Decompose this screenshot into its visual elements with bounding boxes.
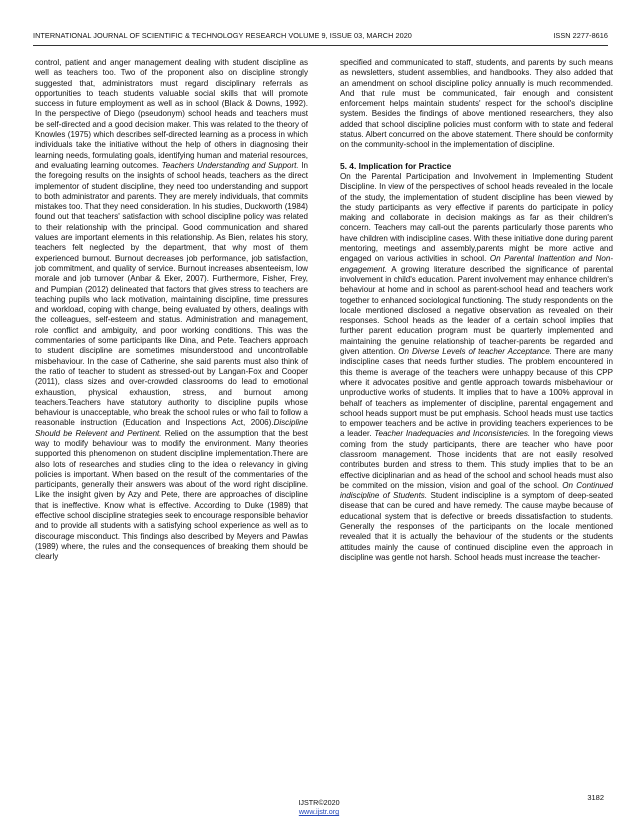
section-heading: 5. 4. Implication for Practice [340, 160, 452, 171]
left-column-text: control, patient and anger management dealing with student discipline as well as teachers too. Two of the proponent also on discipline strongly suggested that, administrators must regard disciplinary referrals as opportunities to teach students valuable social skills that will promote success in future employment as well as in school (Black & Downs, 1992). In the perspective of Diego (pseudonym) school heads and teachers must be self-directed and a good decision maker. This was related to the theory of Knowles (1975) which describes self-directed learning as a process in which individuals take the initiative without the help of others in diagnosing their learning needs, formulating goals, identifying human and material resources, and evaluating learning outcomes. Teachers Understanding and Support. In the foregoing results on the insights of school heads, teachers as the direct implementor of student discipline, they need too understanding and support to both administrator and parents. They are merely individuals, that commits mistakes too. That they need consideration. In his studies, Duckworth (1984) found out that teachers' satisfaction with school discipline policy was related to their relationship with the principal. Good communication and shared values are important elements in this relationship. As Bien, relates his story, teachers felt neglected by the department, that why most of them experienced burnout. Burnout decreases job performance, job satisfaction, job commitment, and quality of service. Burnout increases absenteeism, low morale and job turnover (Anbar & Eker, 2007). Furthermore, Fisher, Frey, and Pumpian (2012) delineated that factors that gives stress to teachers are teaching pupils who lack motivation, maintaining discipline, time pressures and workload, coping with change, being evaluated by others, dealings with the colleagues, self-esteem and status. Administration and management, role conflict and ambiguity, and poor working conditions. This was the commentaries of some participants like Dina, and Pete. Teachers approach to student discipline are sometimes misunderstood and uncontrollable misbehaviour. In the case of Catherine, she said parents must also think of the ratio of teacher to student as stressed-out by Langan-Fox and Cooper (2011), class sizes and over-crowded classrooms do lead to emotional exhaustion, physical exhaustion, stress, and burnout among teachers.Teachers have statutory authority to discipline pupils whose behaviour is unacceptable, who break the school rules or who fail to follow a reasonable instruction (Education and Inspections Act, 2006).Discipline Should be Relevent and Pertinent. Relied on the assumption that the best way to modify behaviour was to modify the environment. Many theories supported this phenomenon on student discipline implementation.There are also lots of researches and studies cling to the idea o relevancy in giving policies is important. When based on the result of the commentaries of the participants, generally their answers was about of the word right discipline. Like the insight given by Azy and Pete, there are approaches of discipline that is ineffective. Know what is effective. According to Duke (1989) that effective school discipline strategies seek to encourage responsible behavior and to provide all students with a satisfying school experience as well as to discourage misconduct. This findings also described by Meyers and Pawlas (1989) where, the rules and the consequences of breaking them should be clearly [35, 58, 308, 562]
issn: ISSN 2277-8616 [553, 31, 608, 40]
running-header [33, 31, 608, 40]
subtheme-discipline-relevant: Discipline Should be Relevent and Pertinent. [35, 418, 308, 438]
left-column [35, 58, 308, 563]
subtheme-teacher-acceptance: On Diverse Levels of teacher Acceptance. [398, 347, 552, 357]
right-paragraph-2: On the Parental Participation and Involvement in Implementing Student Discipline. In view of the perspectives of school heads revealed in the locale of the study, the implementation of student discipline has been viewed by the study participants as very effective if parents do participate in policy making and collaborate in decision makings as far as their children's concern. Teachers may call-out the parents particularly those parents who have children with indiscipline cases. With these initiative done during parent mentoring, meetings and assembly,parents might be more active and engaged on various activities in school. On Parental Inattention and Non-engagement. A growing literature described the significance of parental involvement in child's education. Parent involvement may enhance children's behaviour at home and in school as parent-school head and teachers work together to enhanced sociological functioning. The study respondents on the locale mentioned disclosed a negative observation as revealed on their responses. School heads as the leader of a certain school implies that further parent education program must be quarterly implemented and maintaining the genuine relationship of teacher-parents be regarded and given attention. On Diverse Levels of teacher Acceptance. There are many indiscipline cases that needs further studies. The problem encountered in this theme is average of the teachers were unhappy because of this CPP where it advocates positive and gentle approach towards misbehaviour or unproductive works of students. It implies that to have a 100% approval in behalf of teachers as implementer of discipline, parental engagement and school heads support must be put emphasis. School heads must use tactics to empower teachers and be active in providing teachers experiences to be a leader. Teacher Inadequacies and Inconsistencies. In the foregoing views coming from the study participants, there are teacher who have poor classroom management. Those incidents that are not easily resolved contributes burden and stress to them. This study implies that to be an effective diciplinarian and as head of the school and school heads must also be commited on the mission, vision and goal of the school. On Continued indiscipline of Students. Student indiscipline is a symptom of deep-seated disease that can be cured and have remedy. The cause maybe because of educational system that is defective or breeds dissatisfaction to students. Generally the responses of the participants on the locale mentioned revealed that it is actually the behaviour of the students or the students attitudes mainly the cause of continued discipline even the approach in discipline was gentle not harsh. School heads must increase the teacher- [340, 171, 613, 562]
footer-copyright: IJSTR©2020 [298, 798, 340, 807]
header-rule [33, 45, 608, 46]
journal-title: INTERNATIONAL JOURNAL OF SCIENTIFIC & TECHNOLOGY RESEARCH VOLUME 9, ISSUE 03, MARCH 2020 [33, 31, 412, 40]
footer [0, 798, 638, 816]
footer-website-link[interactable]: www.ijstr.org [298, 807, 340, 816]
right-column [340, 58, 613, 563]
subtheme-teachers-understanding: Teachers Understanding and Support. [161, 160, 299, 170]
page-number: 3182 [587, 793, 604, 802]
subtheme-teacher-inadequacies: Teacher Inadequacies and Inconsistencies. [374, 429, 531, 439]
right-paragraph-1: specified and communicated to staff, students, and parents by such means as newsletters, student assemblies, and handbooks. They also added that an amendment on school discipline policy annually is much recommended. And that rule must be communicated, fair enough and consistent enforcement helps maintain students' respect for the school's discipline system. Besides the findings of above mentioned researchers, they also added that school discipline policies must conform with to state and federal status. Albert concurred on the above statement. There should be conformity on the community-school in the implementation of discipline. [340, 58, 613, 150]
subtheme-continued-indiscipline: On Continued indiscipline of Students. [340, 480, 613, 501]
subtheme-parental-inattention: On Parental Inattention and Non-engagement. [340, 254, 613, 274]
